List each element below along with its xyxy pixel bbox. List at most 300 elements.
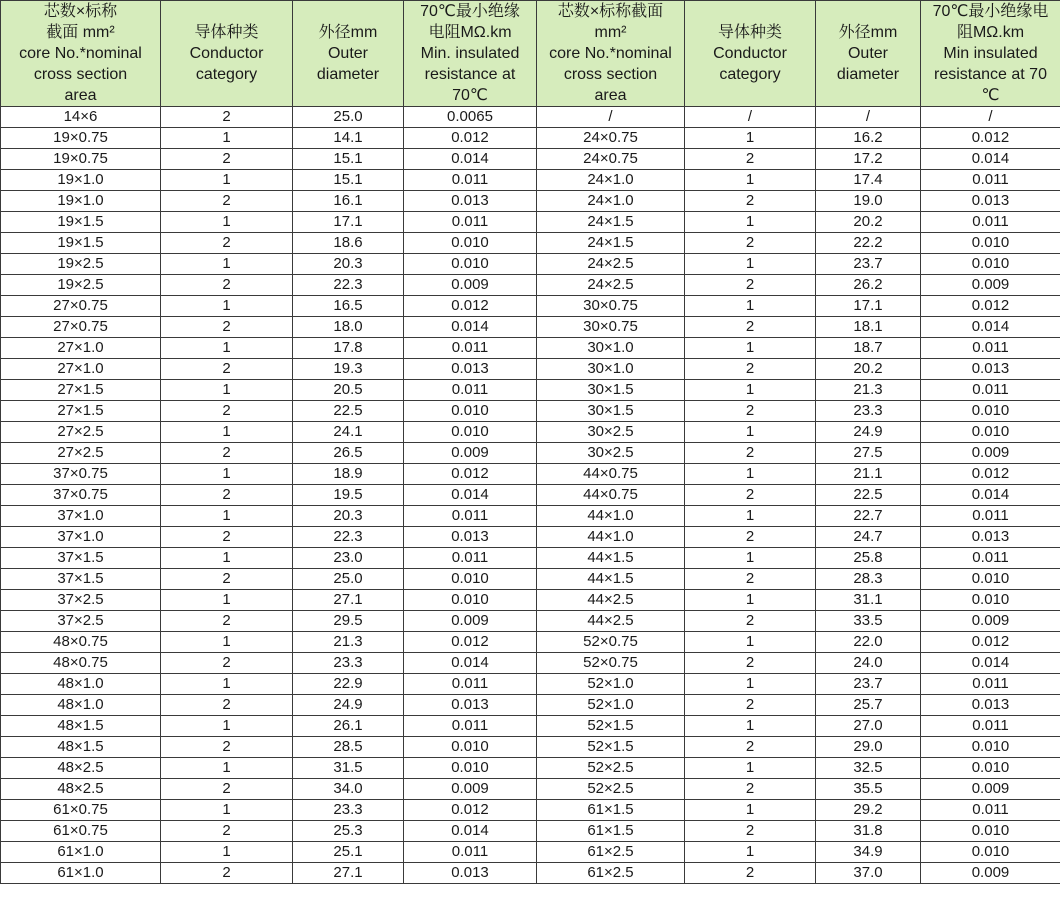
insulation-resistance-cell: 0.011	[921, 716, 1060, 737]
core-section-cell: 61×1.5	[537, 821, 685, 842]
insulation-resistance-cell: 0.009	[404, 779, 537, 800]
insulation-resistance-cell: /	[921, 107, 1060, 128]
core-section-cell: 19×1.5	[1, 212, 161, 233]
table-row	[1, 254, 1060, 275]
insulation-resistance-cell: 0.010	[921, 842, 1060, 863]
outer-diameter-cell: 25.1	[293, 842, 404, 863]
header-outer-diameter	[293, 1, 404, 107]
core-section-cell: 61×0.75	[1, 821, 161, 842]
conductor-category-cell: 1	[685, 800, 816, 821]
insulation-resistance-cell: 0.009	[921, 863, 1060, 884]
core-section-cell: 19×2.5	[1, 254, 161, 275]
insulation-resistance-cell: 0.010	[404, 233, 537, 254]
core-section-cell: 24×1.5	[537, 212, 685, 233]
insulation-resistance-cell: 0.011	[404, 716, 537, 737]
outer-diameter-cell: 34.0	[293, 779, 404, 800]
conductor-category-cell: 2	[685, 821, 816, 842]
outer-diameter-cell: 19.5	[293, 485, 404, 506]
core-section-cell: 48×0.75	[1, 632, 161, 653]
insulation-resistance-cell: 0.010	[921, 233, 1060, 254]
header-line: 70℃	[452, 87, 488, 104]
insulation-resistance-cell: 0.014	[921, 485, 1060, 506]
core-section-cell: 48×1.0	[1, 695, 161, 716]
insulation-resistance-cell: 0.013	[404, 527, 537, 548]
conductor-category-cell: 1	[161, 254, 293, 275]
outer-diameter-cell: 17.4	[816, 170, 921, 191]
conductor-category-cell: 1	[161, 590, 293, 611]
core-section-cell: 27×2.5	[1, 443, 161, 464]
outer-diameter-cell: 23.7	[816, 674, 921, 695]
core-section-cell: 24×1.5	[537, 233, 685, 254]
header-line: Conductor	[713, 45, 787, 62]
insulation-resistance-cell: 0.011	[404, 170, 537, 191]
conductor-category-cell: 2	[685, 443, 816, 464]
core-section-cell: 48×1.0	[1, 674, 161, 695]
header-line: 芯数×标称	[43, 3, 118, 20]
core-section-cell: 37×2.5	[1, 590, 161, 611]
insulation-resistance-cell: 0.014	[404, 653, 537, 674]
conductor-category-cell: 1	[685, 842, 816, 863]
header-line: Outer	[847, 45, 888, 62]
outer-diameter-cell: 19.3	[293, 359, 404, 380]
outer-diameter-cell: 26.1	[293, 716, 404, 737]
conductor-category-cell: 2	[685, 779, 816, 800]
table-row	[1, 149, 1060, 170]
insulation-resistance-cell: 0.012	[921, 128, 1060, 149]
core-section-cell: 44×1.0	[537, 527, 685, 548]
table-row	[1, 170, 1060, 191]
outer-diameter-cell: 24.9	[816, 422, 921, 443]
conductor-category-cell: 1	[685, 716, 816, 737]
header-line: 芯数×标称截面	[557, 3, 664, 20]
header-line: 导体种类	[717, 24, 782, 41]
table-row	[1, 590, 1060, 611]
core-section-cell: 52×1.5	[537, 716, 685, 737]
header-line: mm²	[594, 24, 627, 41]
outer-diameter-cell: 16.5	[293, 296, 404, 317]
conductor-category-cell: 2	[161, 443, 293, 464]
header-line: core No.*nominal	[19, 45, 142, 62]
table-row	[1, 107, 1060, 128]
core-section-cell: 52×1.0	[537, 695, 685, 716]
conductor-category-cell: 2	[685, 527, 816, 548]
core-section-cell: 24×2.5	[537, 254, 685, 275]
outer-diameter-cell: 15.1	[293, 170, 404, 191]
insulation-resistance-cell: 0.012	[921, 632, 1060, 653]
conductor-category-cell: 1	[685, 674, 816, 695]
header-line: diameter	[836, 66, 900, 83]
insulation-resistance-cell: 0.010	[921, 422, 1060, 443]
outer-diameter-cell: 21.3	[816, 380, 921, 401]
conductor-category-cell: 1	[161, 212, 293, 233]
header-insulation-resistance-2	[921, 1, 1060, 107]
core-section-cell: 24×2.5	[537, 275, 685, 296]
table-row	[1, 359, 1060, 380]
core-section-cell: 27×1.5	[1, 401, 161, 422]
outer-diameter-cell: 20.3	[293, 506, 404, 527]
header-line: Conductor	[189, 45, 264, 62]
core-section-cell: 52×1.0	[537, 674, 685, 695]
header-line: 70℃最小绝缘	[420, 3, 520, 20]
outer-diameter-cell: 22.3	[293, 275, 404, 296]
core-section-cell: 30×2.5	[537, 422, 685, 443]
outer-diameter-cell: 16.2	[816, 128, 921, 149]
insulation-resistance-cell: 0.013	[921, 359, 1060, 380]
outer-diameter-cell: 35.5	[816, 779, 921, 800]
outer-diameter-cell: 24.1	[293, 422, 404, 443]
header-insulation-resistance	[404, 1, 537, 107]
core-section-cell: 52×1.5	[537, 737, 685, 758]
core-section-cell: 48×1.5	[1, 737, 161, 758]
conductor-category-cell: 2	[161, 821, 293, 842]
outer-diameter-cell: 22.0	[816, 632, 921, 653]
conductor-category-cell: 2	[685, 863, 816, 884]
conductor-category-cell: 2	[685, 653, 816, 674]
table-row	[1, 443, 1060, 464]
outer-diameter-cell: 37.0	[816, 863, 921, 884]
insulation-resistance-cell: 0.014	[921, 149, 1060, 170]
conductor-category-cell: 1	[161, 464, 293, 485]
conductor-category-cell: 2	[161, 863, 293, 884]
header-line: cross section	[33, 66, 128, 83]
conductor-category-cell: /	[685, 107, 816, 128]
conductor-category-cell: 2	[685, 737, 816, 758]
insulation-resistance-cell: 0.014	[404, 821, 537, 842]
outer-diameter-cell: 33.5	[816, 611, 921, 632]
outer-diameter-cell: 27.1	[293, 590, 404, 611]
conductor-category-cell: 1	[161, 716, 293, 737]
table-row	[1, 380, 1060, 401]
core-section-cell: 30×0.75	[537, 296, 685, 317]
outer-diameter-cell: 26.2	[816, 275, 921, 296]
table-row	[1, 464, 1060, 485]
header-row	[1, 1, 1060, 107]
core-section-cell: 44×0.75	[537, 464, 685, 485]
table-row	[1, 653, 1060, 674]
core-section-cell: 61×2.5	[537, 863, 685, 884]
insulation-resistance-cell: 0.013	[921, 527, 1060, 548]
outer-diameter-cell: 18.0	[293, 317, 404, 338]
conductor-category-cell: 1	[161, 170, 293, 191]
outer-diameter-cell: 34.9	[816, 842, 921, 863]
insulation-resistance-cell: 0.010	[404, 737, 537, 758]
conductor-category-cell: 1	[685, 212, 816, 233]
table-row	[1, 233, 1060, 254]
core-section-cell: 52×2.5	[537, 779, 685, 800]
core-section-cell: 37×0.75	[1, 485, 161, 506]
outer-diameter-cell: 28.3	[816, 569, 921, 590]
conductor-category-cell: 1	[161, 842, 293, 863]
core-section-cell: 44×1.0	[537, 506, 685, 527]
conductor-category-cell: 2	[161, 401, 293, 422]
header-line: 截面 mm²	[46, 24, 115, 41]
outer-diameter-cell: 21.3	[293, 632, 404, 653]
core-section-cell: 61×1.5	[537, 800, 685, 821]
outer-diameter-cell: 18.9	[293, 464, 404, 485]
table-row	[1, 485, 1060, 506]
core-section-cell: 30×1.0	[537, 338, 685, 359]
outer-diameter-cell: 25.8	[816, 548, 921, 569]
table-row	[1, 317, 1060, 338]
insulation-resistance-cell: 0.011	[921, 548, 1060, 569]
core-section-cell: 24×1.0	[537, 191, 685, 212]
core-section-cell: 19×1.0	[1, 170, 161, 191]
core-section-cell: 44×1.5	[537, 569, 685, 590]
core-section-cell: 30×1.5	[537, 401, 685, 422]
core-section-cell: 30×0.75	[537, 317, 685, 338]
core-section-cell: 52×2.5	[537, 758, 685, 779]
conductor-category-cell: 1	[685, 128, 816, 149]
core-section-cell: 19×0.75	[1, 128, 161, 149]
insulation-resistance-cell: 0.013	[404, 695, 537, 716]
outer-diameter-cell: 31.8	[816, 821, 921, 842]
core-section-cell: 30×1.0	[537, 359, 685, 380]
outer-diameter-cell: 18.6	[293, 233, 404, 254]
core-section-cell: 30×2.5	[537, 443, 685, 464]
outer-diameter-cell: 32.5	[816, 758, 921, 779]
insulation-resistance-cell: 0.011	[404, 674, 537, 695]
insulation-resistance-cell: 0.012	[404, 296, 537, 317]
outer-diameter-cell: 31.5	[293, 758, 404, 779]
core-section-cell: 52×0.75	[537, 653, 685, 674]
conductor-category-cell: 2	[685, 695, 816, 716]
conductor-category-cell: 2	[685, 569, 816, 590]
insulation-resistance-cell: 0.009	[404, 275, 537, 296]
insulation-resistance-cell: 0.0065	[404, 107, 537, 128]
conductor-category-cell: 1	[161, 380, 293, 401]
outer-diameter-cell: 18.1	[816, 317, 921, 338]
header-line: Min. insulated	[420, 45, 520, 62]
table-row	[1, 716, 1060, 737]
outer-diameter-cell: 18.7	[816, 338, 921, 359]
insulation-resistance-cell: 0.009	[404, 443, 537, 464]
insulation-resistance-cell: 0.012	[404, 464, 537, 485]
header-line: 电阻MΩ.km	[428, 24, 512, 41]
core-section-cell: 37×0.75	[1, 464, 161, 485]
outer-diameter-cell: 23.0	[293, 548, 404, 569]
conductor-category-cell: 2	[685, 275, 816, 296]
table-row	[1, 401, 1060, 422]
core-section-cell: 37×1.5	[1, 569, 161, 590]
insulation-resistance-cell: 0.010	[921, 758, 1060, 779]
conductor-category-cell: 1	[685, 632, 816, 653]
insulation-resistance-cell: 0.011	[404, 380, 537, 401]
insulation-resistance-cell: 0.010	[404, 422, 537, 443]
conductor-category-cell: 2	[161, 359, 293, 380]
outer-diameter-cell: 22.5	[816, 485, 921, 506]
insulation-resistance-cell: 0.012	[404, 800, 537, 821]
header-conductor-category-2	[685, 1, 816, 107]
outer-diameter-cell: 31.1	[816, 590, 921, 611]
core-section-cell: 61×0.75	[1, 800, 161, 821]
header-line: category	[719, 66, 781, 83]
insulation-resistance-cell: 0.010	[921, 737, 1060, 758]
core-section-cell: /	[537, 107, 685, 128]
header-line: 阻MΩ.km	[956, 24, 1025, 41]
table-row	[1, 674, 1060, 695]
table-row	[1, 191, 1060, 212]
header-line: 外径mm	[318, 24, 378, 41]
core-section-cell: 27×1.5	[1, 380, 161, 401]
outer-diameter-cell: 14.1	[293, 128, 404, 149]
header-conductor-category	[161, 1, 293, 107]
outer-diameter-cell: 23.3	[293, 653, 404, 674]
conductor-category-cell: 1	[685, 338, 816, 359]
outer-diameter-cell: 22.9	[293, 674, 404, 695]
conductor-category-cell: 1	[161, 506, 293, 527]
insulation-resistance-cell: 0.013	[404, 191, 537, 212]
header-line: diameter	[316, 66, 380, 83]
conductor-category-cell: 2	[685, 485, 816, 506]
core-section-cell: 44×2.5	[537, 611, 685, 632]
core-section-cell: 44×2.5	[537, 590, 685, 611]
outer-diameter-cell: 25.3	[293, 821, 404, 842]
header-line: area	[64, 87, 97, 104]
conductor-category-cell: 2	[161, 317, 293, 338]
conductor-category-cell: 1	[685, 548, 816, 569]
conductor-category-cell: 2	[161, 611, 293, 632]
insulation-resistance-cell: 0.013	[404, 863, 537, 884]
header-core-section-2	[537, 1, 685, 107]
core-section-cell: 44×1.5	[537, 548, 685, 569]
insulation-resistance-cell: 0.013	[921, 695, 1060, 716]
outer-diameter-cell: 25.0	[293, 569, 404, 590]
insulation-resistance-cell: 0.011	[921, 212, 1060, 233]
core-section-cell: 37×2.5	[1, 611, 161, 632]
insulation-resistance-cell: 0.011	[921, 170, 1060, 191]
insulation-resistance-cell: 0.009	[921, 779, 1060, 800]
table-row	[1, 611, 1060, 632]
insulation-resistance-cell: 0.012	[404, 632, 537, 653]
outer-diameter-cell: 29.0	[816, 737, 921, 758]
core-section-cell: 24×0.75	[537, 128, 685, 149]
core-section-cell: 19×1.0	[1, 191, 161, 212]
core-section-cell: 52×0.75	[537, 632, 685, 653]
header-line: category	[195, 66, 258, 83]
insulation-resistance-cell: 0.011	[921, 800, 1060, 821]
conductor-category-cell: 2	[161, 233, 293, 254]
outer-diameter-cell: 23.3	[293, 800, 404, 821]
header-line: area	[594, 87, 627, 104]
conductor-category-cell: 2	[685, 233, 816, 254]
conductor-category-cell: 2	[161, 149, 293, 170]
insulation-resistance-cell: 0.014	[921, 653, 1060, 674]
insulation-resistance-cell: 0.011	[404, 842, 537, 863]
table-row	[1, 695, 1060, 716]
conductor-category-cell: 1	[161, 128, 293, 149]
insulation-resistance-cell: 0.011	[404, 506, 537, 527]
conductor-category-cell: 2	[161, 107, 293, 128]
outer-diameter-cell: 19.0	[816, 191, 921, 212]
table-row	[1, 758, 1060, 779]
header-core-section	[1, 1, 161, 107]
conductor-category-cell: 1	[161, 632, 293, 653]
outer-diameter-cell: 24.9	[293, 695, 404, 716]
header-line: Outer	[327, 45, 368, 62]
table-body	[1, 107, 1060, 884]
core-section-cell: 27×1.0	[1, 359, 161, 380]
header-line: 70℃最小绝缘电	[932, 3, 1049, 20]
insulation-resistance-cell: 0.011	[921, 674, 1060, 695]
outer-diameter-cell: 22.3	[293, 527, 404, 548]
conductor-category-cell: 1	[685, 506, 816, 527]
conductor-category-cell: 1	[161, 296, 293, 317]
outer-diameter-cell: 22.5	[293, 401, 404, 422]
conductor-category-cell: 1	[161, 338, 293, 359]
insulation-resistance-cell: 0.014	[404, 149, 537, 170]
header-outer-diameter-2	[816, 1, 921, 107]
insulation-resistance-cell: 0.012	[921, 464, 1060, 485]
conductor-category-cell: 1	[161, 758, 293, 779]
insulation-resistance-cell: 0.009	[921, 611, 1060, 632]
core-section-cell: 61×2.5	[537, 842, 685, 863]
header-line: Min insulated	[943, 45, 1038, 62]
table-row	[1, 779, 1060, 800]
outer-diameter-cell: 17.1	[293, 212, 404, 233]
outer-diameter-cell: 16.1	[293, 191, 404, 212]
conductor-category-cell: 1	[685, 422, 816, 443]
conductor-category-cell: 1	[161, 800, 293, 821]
outer-diameter-cell: 20.2	[816, 359, 921, 380]
outer-diameter-cell: 15.1	[293, 149, 404, 170]
core-section-cell: 24×0.75	[537, 149, 685, 170]
core-section-cell: 27×2.5	[1, 422, 161, 443]
conductor-category-cell: 1	[161, 422, 293, 443]
conductor-category-cell: 2	[161, 527, 293, 548]
core-section-cell: 37×1.5	[1, 548, 161, 569]
conductor-category-cell: 1	[685, 254, 816, 275]
outer-diameter-cell: 22.7	[816, 506, 921, 527]
outer-diameter-cell: 22.2	[816, 233, 921, 254]
conductor-category-cell: 2	[161, 653, 293, 674]
insulation-resistance-cell: 0.010	[921, 401, 1060, 422]
conductor-category-cell: 1	[161, 674, 293, 695]
core-section-cell: 61×1.0	[1, 842, 161, 863]
outer-diameter-cell: 29.5	[293, 611, 404, 632]
conductor-category-cell: 2	[161, 485, 293, 506]
core-section-cell: 19×1.5	[1, 233, 161, 254]
table-row	[1, 842, 1060, 863]
outer-diameter-cell: 29.2	[816, 800, 921, 821]
insulation-resistance-cell: 0.010	[921, 590, 1060, 611]
outer-diameter-cell: /	[816, 107, 921, 128]
table-row	[1, 821, 1060, 842]
core-section-cell: 19×0.75	[1, 149, 161, 170]
outer-diameter-cell: 17.1	[816, 296, 921, 317]
outer-diameter-cell: 23.3	[816, 401, 921, 422]
insulation-resistance-cell: 0.011	[404, 338, 537, 359]
conductor-category-cell: 2	[161, 779, 293, 800]
outer-diameter-cell: 26.5	[293, 443, 404, 464]
insulation-resistance-cell: 0.011	[921, 506, 1060, 527]
conductor-category-cell: 1	[685, 296, 816, 317]
conductor-category-cell: 1	[161, 548, 293, 569]
conductor-category-cell: 2	[685, 401, 816, 422]
core-section-cell: 44×0.75	[537, 485, 685, 506]
conductor-category-cell: 2	[685, 191, 816, 212]
core-section-cell: 61×1.0	[1, 863, 161, 884]
outer-diameter-cell: 24.7	[816, 527, 921, 548]
header-line: core No.*nominal	[549, 45, 672, 62]
table-row	[1, 737, 1060, 758]
insulation-resistance-cell: 0.009	[921, 275, 1060, 296]
table-row	[1, 632, 1060, 653]
outer-diameter-cell: 27.1	[293, 863, 404, 884]
outer-diameter-cell: 25.7	[816, 695, 921, 716]
insulation-resistance-cell: 0.013	[921, 191, 1060, 212]
core-section-cell: 14×6	[1, 107, 161, 128]
header-line: resistance at	[424, 66, 516, 83]
